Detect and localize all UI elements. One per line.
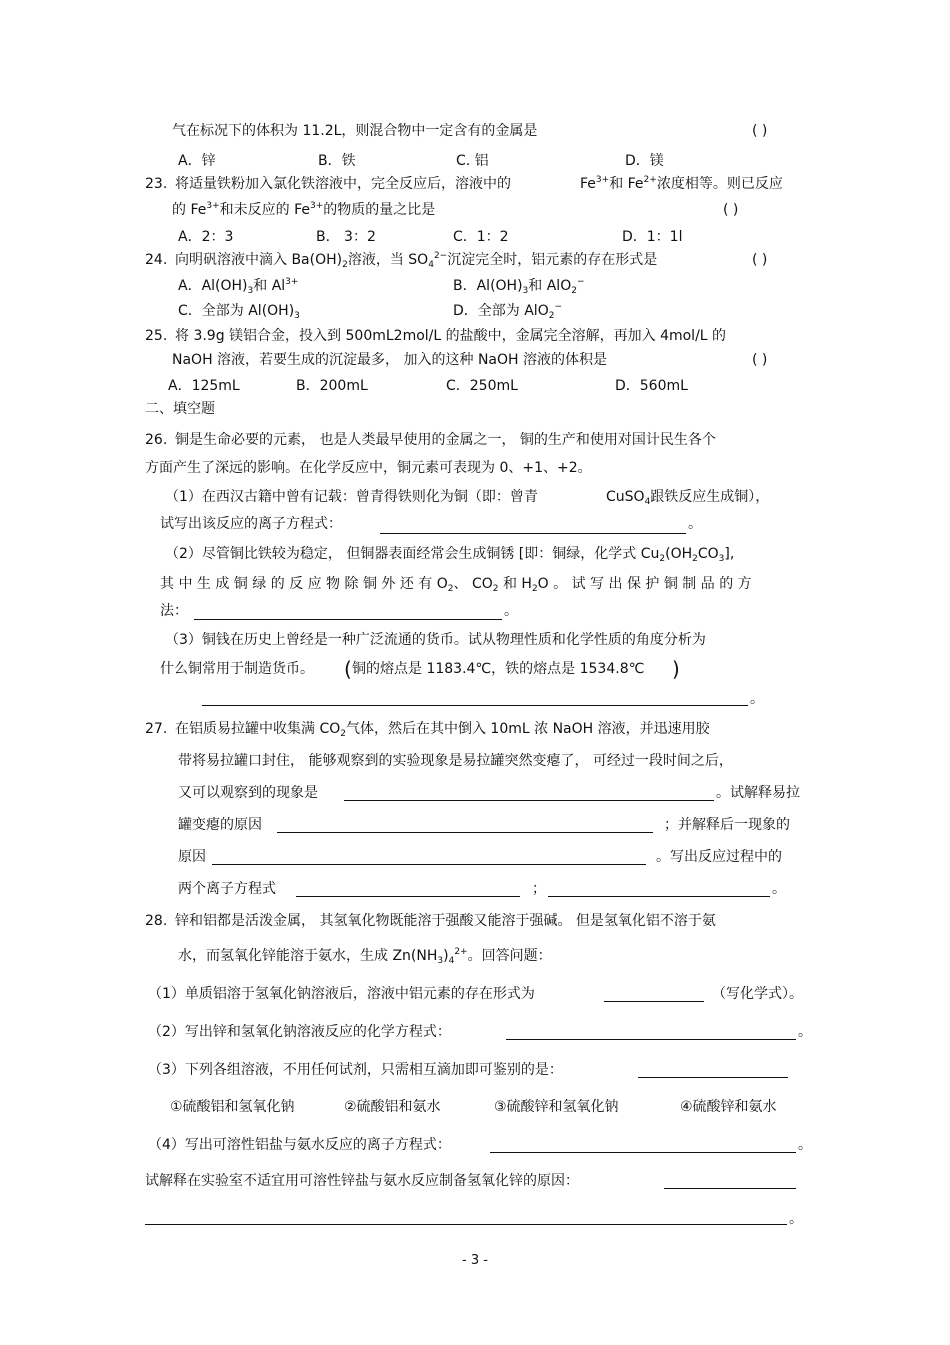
q28-line2: 水，而氢氧化锌能溶于氨水，生成 $Zn(NH_3)_4^{2+}$。回答问题： bbox=[178, 947, 552, 966]
q28-sub5-blank-1[interactable] bbox=[664, 1188, 796, 1189]
q28-sub5-blank-2[interactable] bbox=[145, 1224, 787, 1225]
q22-option-d: D．镁 bbox=[625, 153, 664, 169]
q28-sub3-text: （3）下列各组溶液，不用任何试剂，只需相互滴加即可鉴别的是： bbox=[148, 1062, 563, 1078]
q22-option-c: C. 铝 bbox=[456, 153, 489, 169]
q26-part3-line1: （3）铜钱在历史上曾经是一种广泛流通的货币。试从物理性质和化学性质的角度分析为 bbox=[165, 632, 706, 648]
q22-continuation: 气在标况下的体积为 11.2L，则混合物中一定含有的金属是 bbox=[172, 123, 538, 139]
q28-sub4-text: （4）写出可溶性铝盐与氨水反应的离子方程式： bbox=[148, 1137, 451, 1153]
q23-ions: $Fe^{3+}$和 $Fe^{2+}$浓度相等。则已反应 bbox=[580, 175, 783, 192]
q27-equation1-blank[interactable] bbox=[296, 896, 520, 897]
q27-equation2-blank[interactable] bbox=[548, 896, 770, 897]
q27-reason1-blank[interactable] bbox=[277, 832, 653, 833]
q23-number: 23. bbox=[145, 176, 168, 192]
q25-number: 25. bbox=[145, 328, 168, 344]
q28-sub4-period: 。 bbox=[798, 1137, 812, 1153]
q25-line1: 将 3.9g 镁铝合金，投入到 500mL2mol/L 的盐酸中，金属完全溶解，再加入 4mol/L 的 bbox=[175, 328, 727, 344]
q26-part2-line2: 其 中 生 成 铜 绿 的 反 应 物 除 铜 外 还 有 $O_2$、 $CO_2$ 和 $H_2O$ 。 试 写 出 保 护 铜 制 品 的 方 bbox=[160, 576, 752, 594]
q22-option-b: B．铁 bbox=[318, 153, 356, 169]
q24-stem: 向明矾溶液中滴入 $Ba(OH)_2$溶液，当 $SO_4^{2-}$沉淀完全时，铝元素的存在形式是 bbox=[175, 251, 658, 270]
q26-number: 26. bbox=[145, 432, 168, 448]
q28-sub3-blank[interactable] bbox=[638, 1077, 788, 1078]
q27-line2: 带将易拉罐口封住， 能够观察到的实验现象是易拉罐突然变瘪了， 可经过一段时间之后， bbox=[178, 753, 733, 769]
q27-reason2-blank[interactable] bbox=[212, 864, 646, 865]
q28-sub2-blank[interactable] bbox=[506, 1039, 796, 1040]
q24-option-d: D．全部为 AlO$_2$− bbox=[453, 302, 562, 321]
q27-line4-tail: ；并解释后一现象的 bbox=[664, 817, 790, 833]
q27-line4-text: 罐变瘪的原因 bbox=[178, 817, 262, 833]
q23-option-d: D．1：1l bbox=[622, 229, 683, 245]
q24-number: 24. bbox=[145, 252, 168, 268]
right-paren-mark: ) bbox=[672, 657, 680, 681]
q25-answer-paren: ( ) bbox=[752, 352, 768, 368]
q26-line1: 铜是生命必要的元素， 也是人类最早使用的金属之一， 铜的生产和使用对国计民生各个 bbox=[175, 432, 716, 448]
q28-choice-3: ③硫酸锌和氢氧化钠 bbox=[494, 1099, 619, 1115]
q23-option-a: A．2：3 bbox=[178, 229, 234, 245]
q28-sub2-text: （2）写出锌和氢氧化钠溶液反应的化学方程式： bbox=[148, 1024, 451, 1040]
q23-line1-a: 将适量铁粉加入氯化铁溶液中，完全反应后，溶液中的 bbox=[175, 176, 511, 192]
q22-option-a: A．锌 bbox=[178, 153, 216, 169]
q25-line2: NaOH 溶液，若要生成的沉淀最多， 加入的这种 NaOH 溶液的体积是 bbox=[172, 352, 607, 368]
q24-option-c: C．全部为 $Al(OH)_3$ bbox=[178, 303, 300, 321]
q27-line6-text: 两个离子方程式 bbox=[178, 881, 276, 897]
q28-choice-4: ④硫酸锌和氨水 bbox=[680, 1099, 777, 1115]
q28-number: 28. bbox=[145, 913, 168, 929]
q26-part2-prompt: 法： bbox=[160, 603, 188, 619]
q23-option-b: B． 3：2 bbox=[316, 229, 376, 245]
q23-option-c: C．1：2 bbox=[453, 229, 509, 245]
q26-part1-formula: CuSO$_4$跟铁反应生成铜）， bbox=[606, 489, 770, 507]
q28-sub5-text: 试解释在实验室不适宜用可溶性锌盐与氨水反应制备氢氧化锌的原因： bbox=[145, 1173, 579, 1189]
q26-part1-text: （1）在西汉古籍中曾有记载：曾青得铁则化为铜（即：曾青 bbox=[165, 489, 538, 505]
q28-line1: 锌和铝都是活泼金属， 其氢氧化物既能溶于强酸又能溶于强碱。 但是氢氧化铝不溶于氨 bbox=[175, 913, 716, 929]
q26-melting-points: 铜的熔点是 1183.4℃，铁的熔点是 1534.8℃ bbox=[352, 661, 645, 677]
q25-option-d: D．560mL bbox=[615, 378, 688, 394]
q26-part1-prompt: 试写出该反应的离子方程式： bbox=[160, 516, 342, 532]
q24-option-b: B．$Al(OH)_3$和 AlO$_2$− bbox=[453, 277, 585, 296]
q27-line3-tail: 。试解释易拉 bbox=[716, 785, 800, 801]
q25-option-c: C．250mL bbox=[446, 378, 518, 394]
left-paren-mark: ( bbox=[344, 657, 352, 681]
q26-part3-period: 。 bbox=[750, 691, 764, 707]
q24-option-a: A．$Al(OH)_3$和 $Al^{3+}$ bbox=[178, 277, 299, 296]
q25-option-b: B．200mL bbox=[296, 378, 368, 394]
q26-part2-answer-blank[interactable] bbox=[194, 619, 502, 620]
q26-part2-line1: （2）尽管铜比铁较为稳定， 但铜器表面经常会生成铜锈 [即：铜绿，化学式 $Cu_2(OH_2CO_3]$, bbox=[165, 546, 735, 564]
q28-sub1-tail: （写化学式）。 bbox=[712, 986, 803, 1002]
q26-part2-period: 。 bbox=[504, 603, 518, 619]
q28-sub1-text: （1）单质铝溶于氢氧化钠溶液后，溶液中铝元素的存在形式为 bbox=[148, 986, 535, 1002]
q28-choice-2: ②硫酸铝和氨水 bbox=[344, 1099, 441, 1115]
q27-line5-text: 原因 bbox=[178, 849, 206, 865]
q28-sub4-blank[interactable] bbox=[490, 1152, 796, 1153]
q26-part1-period: 。 bbox=[688, 516, 702, 532]
q26-part3-answer-blank[interactable] bbox=[202, 705, 748, 706]
q23-line2: 的 $Fe^{3+}$和未反应的 $Fe^{3+}$的物质的量之比是 bbox=[172, 201, 436, 218]
q27-semicolon: ； bbox=[532, 881, 546, 897]
q28-choice-1: ①硫酸铝和氢氧化钠 bbox=[170, 1099, 295, 1115]
q27-number: 27. bbox=[145, 721, 168, 737]
q22-answer-paren: ( ) bbox=[752, 123, 768, 139]
section-heading-fill-in: 二、填空题 bbox=[145, 401, 215, 417]
q23-answer-paren: ( ) bbox=[723, 202, 739, 218]
q27-line5-tail: 。写出反应过程中的 bbox=[656, 849, 782, 865]
q28-sub2-period: 。 bbox=[798, 1024, 812, 1040]
q26-part1-answer-blank[interactable] bbox=[380, 533, 686, 534]
q26-line2: 方面产生了深远的影响。在化学反应中，铜元素可表现为 0、+1、+2。 bbox=[145, 460, 592, 476]
q26-part3-line2: 什么铜常用于制造货币。 bbox=[160, 661, 314, 677]
q27-line1: 在铝质易拉罐中收集满 $CO_2$气体，然后在其中倒入 10mL 浓 NaOH 溶液，并迅速用胶 bbox=[175, 721, 710, 739]
q27-line3-text: 又可以观察到的现象是 bbox=[178, 785, 318, 801]
q28-sub1-blank[interactable] bbox=[604, 1001, 704, 1002]
q25-option-a: A．125mL bbox=[168, 378, 240, 394]
q27-period: 。 bbox=[772, 881, 786, 897]
page-number: - 3 - bbox=[462, 1253, 488, 1268]
q28-sub5-period: 。 bbox=[789, 1211, 803, 1227]
q27-observation-blank[interactable] bbox=[344, 800, 714, 801]
q24-answer-paren: ( ) bbox=[752, 252, 768, 268]
